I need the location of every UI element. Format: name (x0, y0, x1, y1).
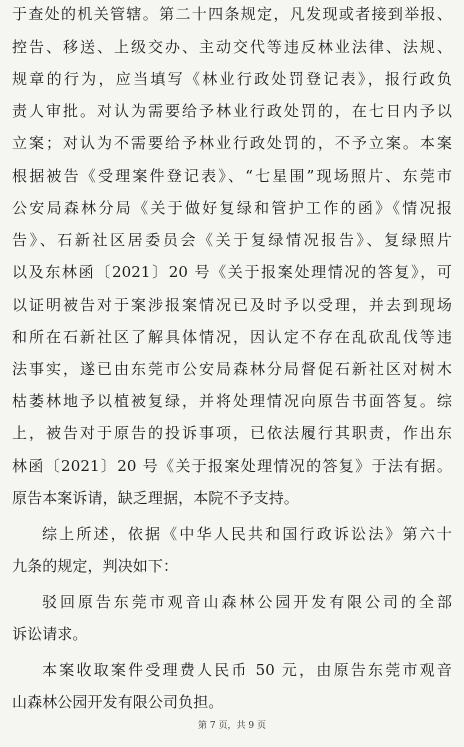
conclusion-line-1: 综上所述，依据《中华人民共和国行政诉讼法》第六十 (42, 525, 452, 543)
page-number-footer: 第 7 页，共 9 页 (198, 721, 266, 731)
body-line-11: 和所在石新社区了解具体情况，因认定不存在乱砍乱伐等违 (12, 328, 452, 346)
body-line-6: 根据被告《受理案件登记表》、“七星围”现场照片、东莞市 (12, 167, 452, 185)
body-line-7: 公安局森林分局《关于做好复绿和管护工作的函》《情况报 (12, 199, 452, 217)
body-line-15: 林函〔2021〕20 号《关于报案处理情况的答复》于法有据。 (12, 457, 452, 475)
body-line-2: 控告、移送、上级交办、主动交代等违反林业法律、法规、 (12, 38, 452, 56)
judgment-line-2: 诉讼请求。 (12, 625, 88, 643)
body-line-16: 原告本案诉请，缺乏理据，本院不予支持。 (12, 489, 299, 507)
body-line-1: 于查处的机关管辖。第二十四条规定，凡发现或者接到举报、 (12, 5, 452, 23)
fee-line-1: 本案收取案件受理费人民币 50 元，由原告东莞市观音 (42, 661, 452, 679)
body-line-3: 规章的行为，应当填写《林业行政处罚登记表》，报行政负 (12, 70, 452, 88)
body-line-14: 上，被告对于原告的投诉事项，已依法履行其职责，作出东 (12, 424, 452, 442)
body-line-8: 告》、石新社区居委员会《关于复绿情况报告》、复绿照片 (12, 231, 452, 249)
conclusion-line-2: 九条的规定，判决如下： (12, 557, 179, 575)
fee-line-2: 山森林公园开发有限公司负担。 (12, 693, 224, 711)
body-line-13: 枯萎林地予以植被复绿，并将处理情况向原告书面答复。综 (12, 392, 452, 410)
judgment-line-1: 驳回原告东莞市观音山森林公园开发有限公司的全部 (42, 593, 452, 611)
body-line-5: 立案；对认为不需要给予林业行政处罚的，不予立案。本案 (12, 134, 452, 152)
body-line-4: 责人审批。对认为需要给予林业行政处罚的，在七日内予以 (12, 102, 452, 120)
body-line-12: 法事实，遂已由东莞市公安局森林分局督促石新社区对树木 (12, 360, 452, 378)
body-line-10: 以证明被告对于案涉报案情况已及时予以受理，并去到现场 (12, 296, 452, 314)
body-line-9: 以及东林函〔2021〕20 号《关于报案处理情况的答复》，可 (12, 263, 452, 281)
